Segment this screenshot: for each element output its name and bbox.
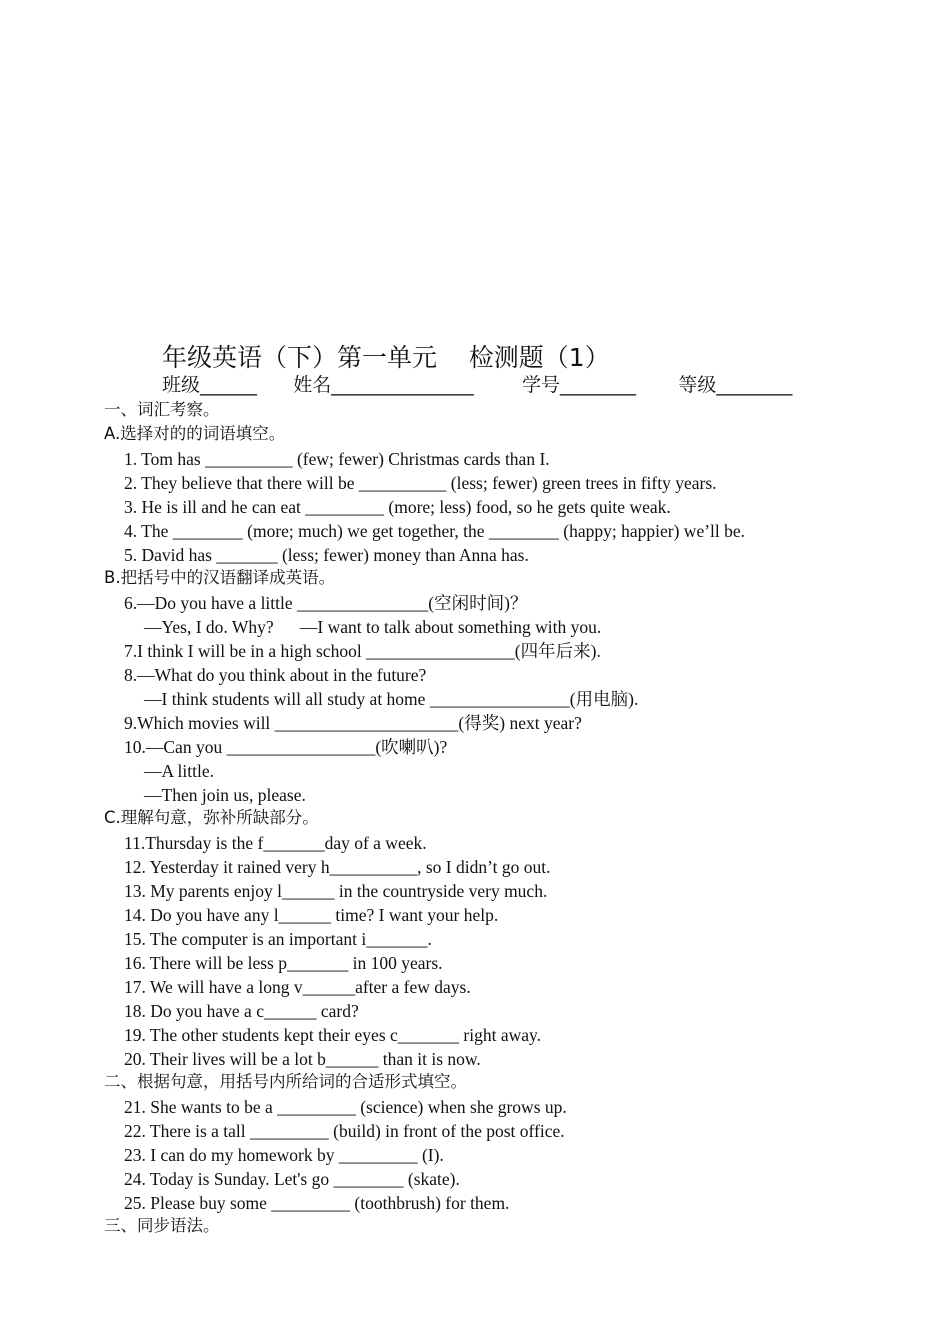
question-14: 14. Do you have any l______ time? I want your help. [124, 905, 499, 925]
question-1: 1. Tom has __________ (few; fewer) Christmas cards than I. [124, 449, 550, 469]
question-23: 23. I can do my homework by _________ (I). [124, 1145, 444, 1165]
section1-heading: 一、词汇考察。 [104, 400, 220, 419]
question-2: 2. They believe that there will be __________ (less; fewer) green trees in fifty years. [124, 473, 717, 493]
question-12: 12. Yesterday it rained very h__________, so I didn’t go out. [124, 857, 551, 877]
partA-heading: A.选择对的的词语填空。 [104, 424, 286, 443]
question-7: 7.I think I will be in a high school _________________(四年后来). [124, 641, 601, 661]
question-8: 8.—What do you think about in the future? [124, 665, 427, 685]
question-24: 24. Today is Sunday. Let's go ________ (skate). [124, 1169, 460, 1189]
question-13: 13. My parents enjoy l______ in the countryside very much. [124, 881, 548, 901]
partC-heading: C.理解句意，弥补所缺部分。 [104, 808, 319, 827]
question-3: 3. He is ill and he can eat _________ (more; less) food, so he gets quite weak. [124, 497, 671, 517]
question-6-dialogue: —Yes, I do. Why? —I want to talk about something with you. [144, 617, 602, 637]
student-info-line: 班级______ 姓名_______________ 学号________ 等级________ [162, 374, 793, 396]
partB-heading: B.把括号中的汉语翻译成英语。 [104, 568, 336, 587]
question-11: 11.Thursday is the f_______day of a week. [124, 833, 427, 853]
question-21: 21. She wants to be a _________ (science) when she grows up. [124, 1097, 567, 1117]
question-6: 6.—Do you have a little _______________(空闲时间)？ [124, 593, 528, 613]
worksheet-title: 年级英语（下）第一单元 检测题（1） [162, 343, 610, 372]
question-10: 10.—Can you _________________(吹喇叭)? [124, 737, 448, 757]
question-19: 19. The other students kept their eyes c_______ right away. [124, 1025, 541, 1045]
question-20: 20. Their lives will be a lot b______ than it is now. [124, 1049, 481, 1069]
section3-heading: 三、同步语法。 [104, 1216, 220, 1235]
question-15: 15. The computer is an important i_______. [124, 929, 432, 949]
question-25: 25. Please buy some _________ (toothbrush) for them. [124, 1193, 510, 1213]
question-5: 5. David has _______ (less; fewer) money than Anna has. [124, 545, 529, 565]
question-22: 22. There is a tall _________ (build) in front of the post office. [124, 1121, 565, 1141]
question-8-answer: —I think students will all study at home ________________(用电脑). [144, 689, 639, 709]
question-18: 18. Do you have a c______ card? [124, 1001, 359, 1021]
question-4: 4. The ________ (more; much) we get together, the ________ (happy; happier) we’ll be. [124, 521, 746, 541]
section2-heading: 二、根据句意，用括号内所给词的合适形式填空。 [104, 1072, 467, 1091]
question-16: 16. There will be less p_______ in 100 years. [124, 953, 443, 973]
question-9: 9.Which movies will _____________________(得奖) next year? [124, 713, 582, 733]
question-17: 17. We will have a long v______after a few days. [124, 977, 471, 997]
question-10-reply-1: —A little. [144, 761, 214, 781]
question-10-reply-2: —Then join us, please. [144, 785, 306, 805]
